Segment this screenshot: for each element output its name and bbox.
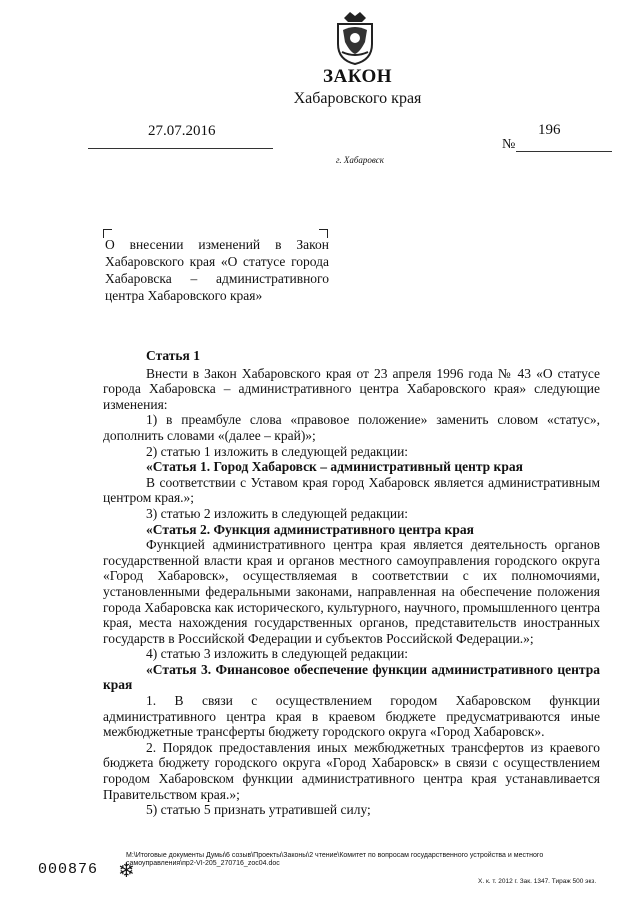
date-underline	[88, 148, 273, 149]
number-sign: №	[502, 137, 516, 152]
printer-imprint: Х. к. т. 2012 г. Зак. 1347. Тираж 500 экз.	[478, 878, 597, 885]
paragraph: 1. В связи с осуществлением городом Хабаровском функции административного центра края в краевом бюджете предусматриваются иные межбюджетные трансферты бюджету городского округа «Город Хабаровск».	[103, 693, 600, 740]
snowflake-mark-icon: ❄	[118, 860, 135, 882]
paragraph: 2. Порядок предоставления иных межбюджетных трансфертов из краевого бюджета бюджету городского округа «Город Хабаровск» в связи с осуществлением городом Хабаровском функции административного центра края устанавливается Правительством края.»;	[103, 739, 600, 802]
paragraph: 1) в преамбуле слова «правовое положение» заменить словом «статус», дополнить словами «(далее – край)»;	[103, 412, 600, 443]
paragraph: Внести в Закон Хабаровского края от 23 апреля 1996 года № 43 «О статусе города Хабаровска – административного центра Хабаровского края» следующие изменения:	[103, 365, 600, 412]
document-body	[103, 348, 600, 818]
paragraph: 2) статью 1 изложить в следующей редакции:	[146, 443, 409, 459]
article-title: «Статья 2. Функция административного центра края	[146, 521, 474, 537]
paragraph: В соответствии с Уставом края город Хабаровск является административным центром края.»;	[103, 474, 600, 506]
document-issuer: Хабаровского края	[293, 90, 422, 107]
coat-of-arms-icon	[330, 8, 380, 66]
file-path: M:\Итоговые документы Думы\6 созыв\Проекты\Законы\2 чтение\Комитет по вопросам государственного устройства и местного самоуправления\пр2-VI-205_270716_zoc04.doc	[126, 852, 544, 867]
article-heading: Статья 1	[146, 348, 200, 363]
paragraph: Функцией административного центра края является деятельность органов государственной власти края и органов местного самоуправления городского округа «Город Хабаровск», осуществляемая в соответствии с их полномочиями, установленными федеральными законами, направленная на обеспечение положения города Хабаровска как исторического, культурного, научного, промышленного центра края, места нахождения государственных органов, представительств иностранных государств в Российской Федерации и субъектов Российской Федерации.»;	[103, 537, 600, 646]
article-title: «Статья 1. Город Хабаровск – административный центр края	[146, 459, 523, 475]
paragraph: 5) статью 5 признать утратившей силу;	[146, 802, 371, 818]
paragraph: 4) статью 3 изложить в следующей редакции:	[146, 646, 409, 662]
document-date: 27.07.2016	[148, 123, 216, 139]
registration-number: 000876	[38, 861, 99, 878]
document-type-title: ЗАКОН	[322, 66, 393, 87]
document-city: г. Хабаровск	[336, 155, 384, 165]
document-subject: О внесении изменений в Закон Хабаровского края «О статусе города Хабаровска – административного центра Хабаровского края»	[105, 237, 329, 303]
document-number: 196	[538, 122, 561, 138]
article-title: «Статья 3. Финансовое обеспечение функции административного центра края	[103, 661, 600, 693]
number-underline	[516, 151, 612, 152]
paragraph: 3) статью 2 изложить в следующей редакции:	[146, 505, 409, 521]
